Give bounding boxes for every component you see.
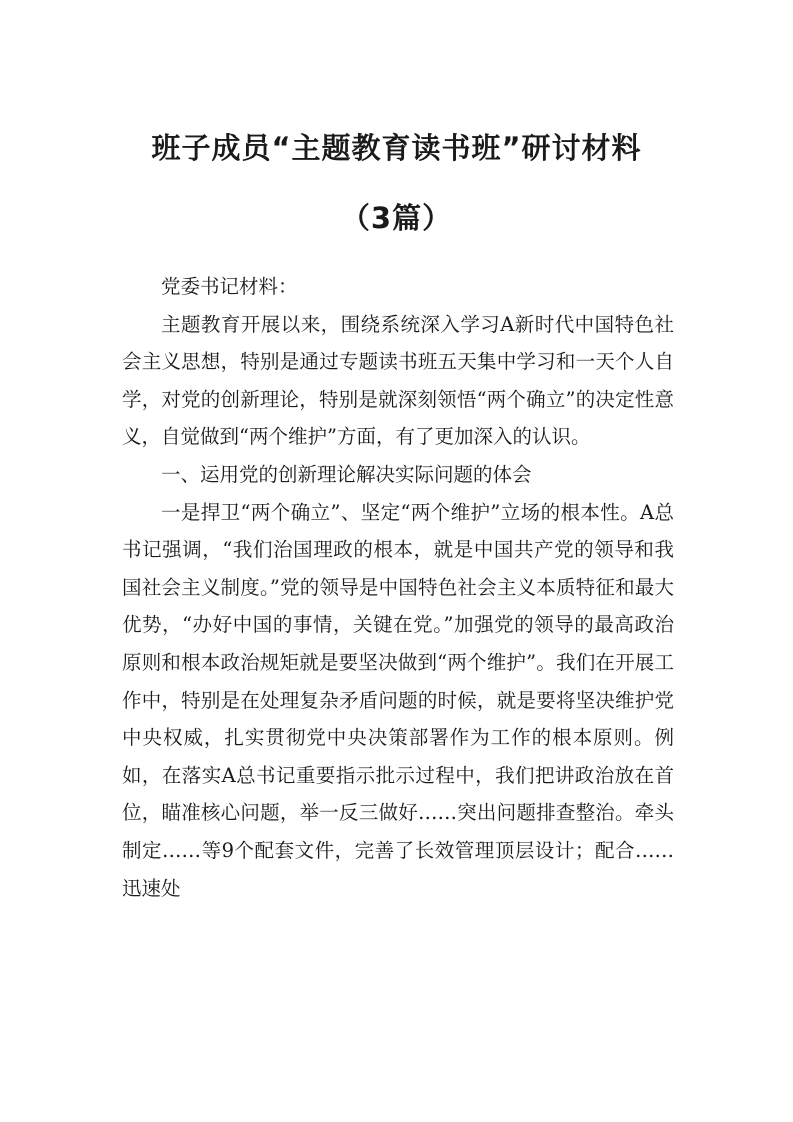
paragraph-point-one: 一是捍卫“两个确立”、坚定“两个维护”立场的根本性。A总书记强调，“我们治国理政的根本，就是中国共产党的领导和我国社会主义制度。”党的领导是中国特色社会主义本质特征和最大优势，“办好中国的事情，关键在党。”加强党的领导的最高政治原则和根本政治规矩就是要坚决做到“两个维护”。我们在开展工作中，特别是在处理复杂矛盾问题的时候，就是要将坚决维护党中央权威，扎实贯彻党中央决策部署作为工作的根本原则。例如，在落实A总书记重要指示批示过程中，我们把讲政治放在首位，瞄准核心问题，举一反三做好……突出问题排查整治。牵头制定……等9个配套文件，完善了长效管理顶层设计；配合……迅速处 <box>122 500 674 900</box>
paragraph-intro: 主题教育开展以来，围绕系统深入学习A新时代中国特色社会主义思想，特别是通过专题读书班五天集中学习和一天个人自学，对党的创新理论，特别是就深刻领悟“两个确立”的决定性意义，自觉做到“两个维护”方面，有了更加深入的认识。 <box>122 312 674 449</box>
paragraph-section-label: 党委书记材料： <box>161 275 298 298</box>
document-title: 班子成员“主题教育读书班”研讨材料 <box>151 131 642 165</box>
paragraph-heading-one: 一、运用党的创新理论解决实际问题的体会 <box>161 462 532 486</box>
document-body <box>122 268 674 907</box>
document-subtitle: （3篇） <box>340 201 453 235</box>
